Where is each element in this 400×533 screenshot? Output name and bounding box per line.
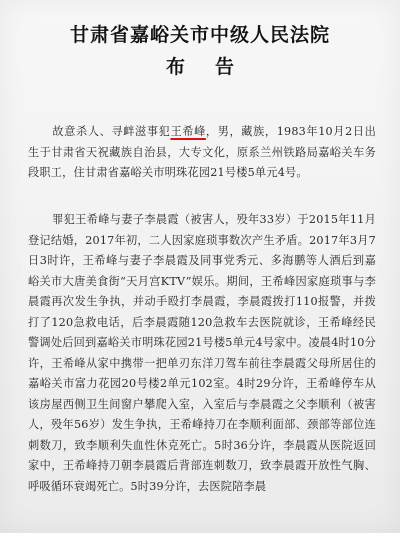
paragraph1-before-name: 故意杀人、寻衅滋事犯 [52,125,171,138]
paragraph2-text: 罪犯王希峰与妻子李晨霞（被害人，殁年33岁）于2015年11月登记结婚，2017年初，二人因家庭琐事数次产生矛盾。2017年3月7日3时许，王希峰与妻子李晨霞及同事党秀元、多海鹏等人酒后到嘉峪关市大唐美食街“天月宫KTV”娱乐。期间，王希峰因家庭琐事与李晨霞再次发生争执，并动手殴打李晨霞，李晨霞拨打110报警，并拨打了120急救电话，后李晨霞随120急救车去医院就诊，王希峰经民警调处后回到嘉峪关市明珠花园21号楼5单元4号家中。凌晨4时10分许，王希峰从家中携带一把单刃东洋刀驾车前往李晨霞父母所居住的嘉峪关市富力花园20号楼2单元102室。4时29分许，王希峰停车从该房屋西侧卫生间窗户攀爬入室，入室后与李晨霞之父李顺利（被害人，殁年56岁）发生争执，王希峰持刀在李顺利面部、颈部等部位连刺数刀，致李顺利失血性休克死亡。5时36分许，李晨霞从医院返回家中，王希峰持刀朝李晨霞后背部连刺数刀，致李晨霞开放性气胸、呼吸循环衰竭死亡。5时39分许，去医院陪李晨 [28,213,376,493]
court-title: 甘肃省嘉峪关市中级人民法院 [69,24,330,46]
defendant-name: 王希峰 [170,125,206,138]
paragraph-defendant-info [28,122,376,184]
paragraph-crime-facts [28,210,376,497]
notice-title: 布告 [165,56,264,78]
paragraph1-after-name: ，男，藏族，1983年10月2日出生于甘肃省天祝藏族自治县，大专文化，原系兰州铁路局嘉峪关车务段职工，住甘肃省嘉峪关市明珠花园21号楼5单元4号。 [28,125,376,179]
